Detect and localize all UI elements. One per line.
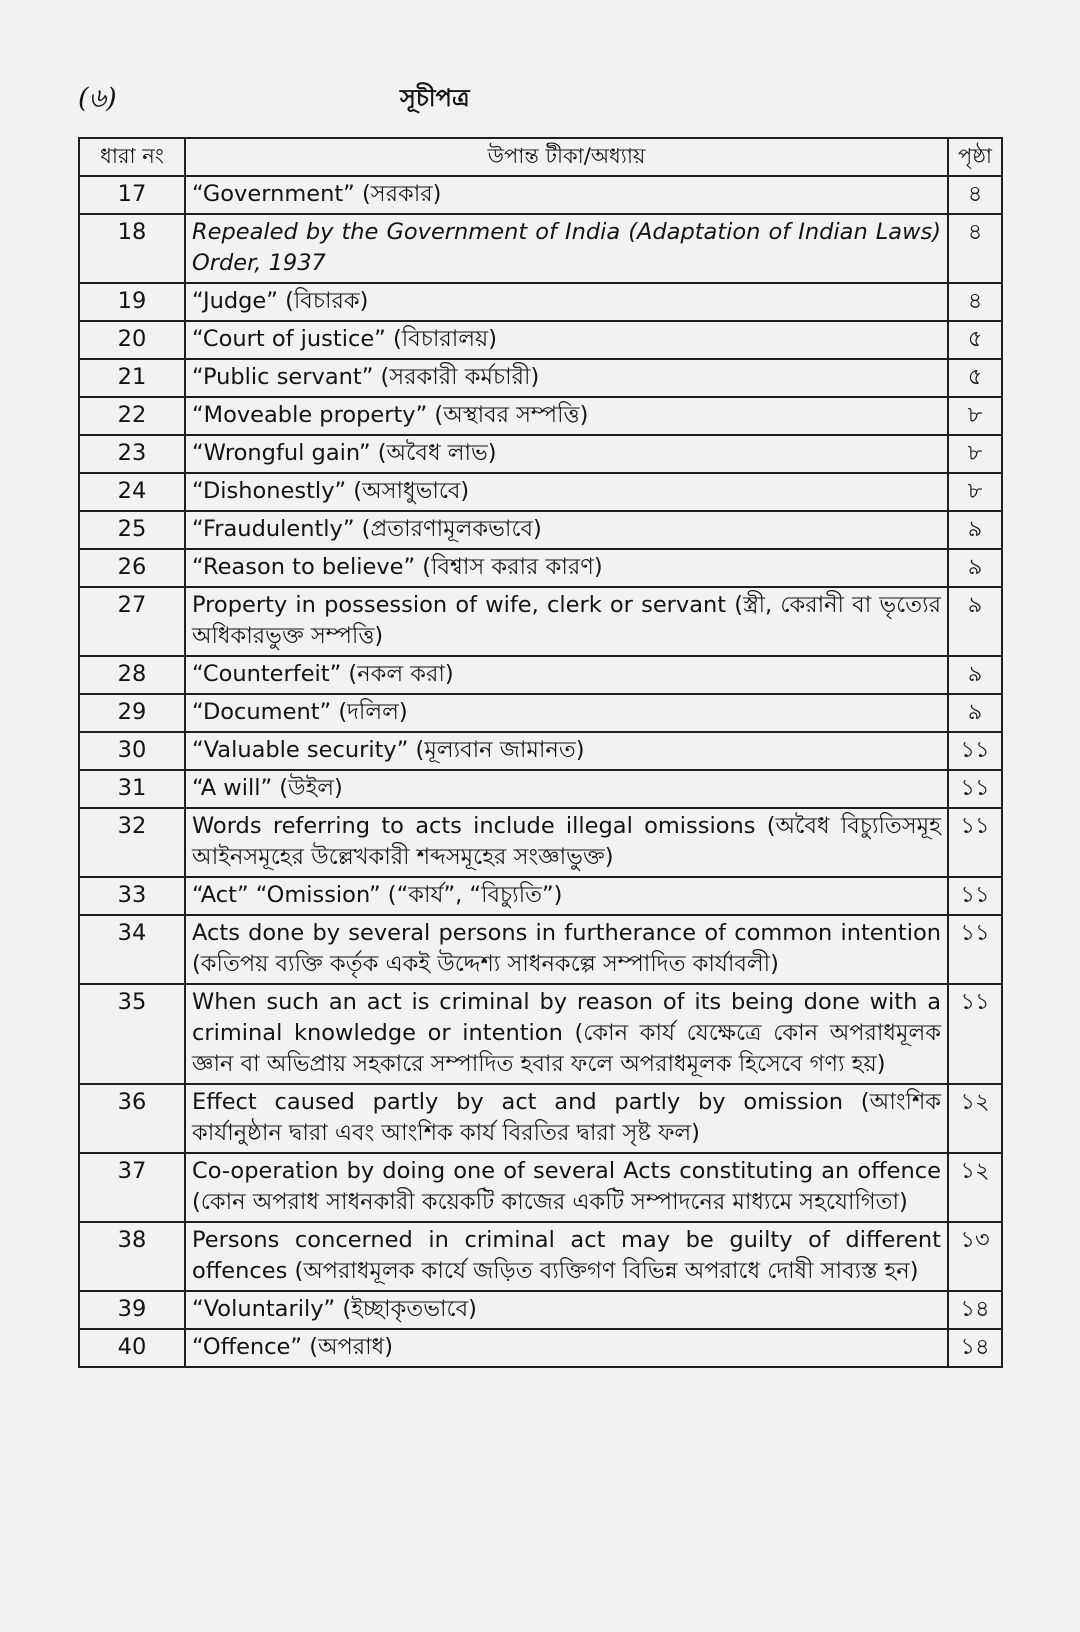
section-title-cell: Effect caused partly by act and partly by omission (আংশিক কার্যানুষ্ঠান দ্বারা এবং আংশিক কার্য বিরতির দ্বারা সৃষ্ট ফল) [185,1084,948,1153]
section-number-cell: 32 [79,808,185,877]
section-number-cell: 20 [79,321,185,359]
contents-table [78,137,1003,1368]
section-number-cell: 37 [79,1153,185,1222]
section-title-cell: When such an act is criminal by reason of its being done with a criminal knowledge or intention (কোন কার্য যেক্ষেত্রে কোন অপরাধমূলক জ্ঞান বা অভিপ্রায় সহকারে সম্পাদিত হবার ফলে অপরাধমূলক হিসেবে গণ্য হয়) [185,984,948,1084]
page-number-cell: ৮ [948,473,1002,511]
table-row [79,473,1002,511]
page-number-cell: ১৪ [948,1329,1002,1367]
page-number-cell: ৫ [948,359,1002,397]
page-number-cell: ৪ [948,283,1002,321]
section-title-cell: Repealed by the Government of India (Adaptation of Indian Laws) Order, 1937 [185,214,948,283]
contents-table-body [79,176,1002,1367]
section-title-cell: “Dishonestly” (অসাধুভাবে) [185,473,948,511]
table-row [79,549,1002,587]
section-title-cell: “A will” (উইল) [185,770,948,808]
page-number: (৬) [78,83,117,114]
section-number-cell: 31 [79,770,185,808]
section-title-cell: “Document” (দলিল) [185,694,948,732]
table-header-row [79,138,1002,176]
page-number-cell: ১২ [948,1153,1002,1222]
table-row [79,321,1002,359]
page-number-cell: ১১ [948,915,1002,984]
table-row [79,1291,1002,1329]
section-title-cell: “Judge” (বিচারক) [185,283,948,321]
section-title-cell: Property in possession of wife, clerk or servant (স্ত্রী, কেরানী বা ভৃত্যের অধিকারভুক্ত সম্পত্তি) [185,587,948,656]
section-title-cell: “Counterfeit” (নকল করা) [185,656,948,694]
page-number-cell: ১১ [948,877,1002,915]
page-number-cell: ১১ [948,732,1002,770]
section-number-cell: 18 [79,214,185,283]
section-number-cell: 26 [79,549,185,587]
section-number-cell: 24 [79,473,185,511]
section-title-cell: “Act” “Omission” (“কার্য”, “বিচ্যুতি”) [185,877,948,915]
table-row [79,283,1002,321]
table-row [79,770,1002,808]
section-number-cell: 36 [79,1084,185,1153]
section-number-cell: 30 [79,732,185,770]
section-title-cell: “Reason to believe” (বিশ্বাস করার কারণ) [185,549,948,587]
section-number-cell: 23 [79,435,185,473]
table-row [79,214,1002,283]
section-title-cell: “Valuable security” (মূল্যবান জামানত) [185,732,948,770]
table-row [79,1153,1002,1222]
section-number-cell: 33 [79,877,185,915]
section-number-cell: 39 [79,1291,185,1329]
page-title: সূচীপত্র [400,84,470,112]
section-title-cell: Words referring to acts include illegal omissions (অবৈধ বিচ্যুতিসমূহ আইনসমূহের উল্লেখকারী শব্দসমূহের সংজ্ঞাভুক্ত) [185,808,948,877]
section-title-cell: “Public servant” (সরকারী কর্মচারী) [185,359,948,397]
section-title-cell: “Fraudulently” (প্রতারণামূলকভাবে) [185,511,948,549]
table-row [79,397,1002,435]
table-row [79,732,1002,770]
page-number-cell: ৯ [948,656,1002,694]
table-row [79,984,1002,1084]
section-number-cell: 38 [79,1222,185,1291]
section-title-cell: Acts done by several persons in furtherance of common intention (কতিপয় ব্যক্তি কর্তৃক একই উদ্দেশ্য সাধনকল্পে সম্পাদিত কার্যাবলী) [185,915,948,984]
page-number-cell: ৯ [948,587,1002,656]
table-row [79,1084,1002,1153]
page-number-cell: ৯ [948,511,1002,549]
page-number-cell: ১২ [948,1084,1002,1153]
page-number-cell: ৫ [948,321,1002,359]
section-title-cell: “Moveable property” (অস্থাবর সম্পত্তি) [185,397,948,435]
section-title-cell: “Voluntarily” (ইচ্ছাকৃতভাবে) [185,1291,948,1329]
page-number-cell: ৮ [948,397,1002,435]
section-title-cell: Persons concerned in criminal act may be guilty of different offences (অপরাধমূলক কার্যে জড়িত ব্যক্তিগণ বিভিন্ন অপরাধে দোষী সাব্যস্ত হন) [185,1222,948,1291]
table-row [79,511,1002,549]
table-row [79,656,1002,694]
table-row [79,435,1002,473]
section-title-cell: Co-operation by doing one of several Acts constituting an offence (কোন অপরাধ সাধনকারী কয়েকটি কাজের একটি সম্পাদনের মাধ্যমে সহযোগিতা) [185,1153,948,1222]
page-number-cell: ১১ [948,984,1002,1084]
section-number-cell: 19 [79,283,185,321]
page-number-cell: ৯ [948,549,1002,587]
section-number-cell: 34 [79,915,185,984]
table-row [79,587,1002,656]
table-row [79,1329,1002,1367]
page-number-cell: ৯ [948,694,1002,732]
table-row [79,877,1002,915]
page-number-cell: ৪ [948,176,1002,214]
table-row [79,1222,1002,1291]
section-title-cell: “Offence” (অপরাধ) [185,1329,948,1367]
page-number-cell: ১৩ [948,1222,1002,1291]
section-title-cell: “Court of justice” (বিচারালয়) [185,321,948,359]
page-number-cell: ১১ [948,808,1002,877]
section-title-cell: “Wrongful gain” (অবৈধ লাভ) [185,435,948,473]
page-header [78,78,1002,128]
page-number-cell: ১১ [948,770,1002,808]
section-number-cell: 35 [79,984,185,1084]
page-number-cell: ৪ [948,214,1002,283]
table-row [79,915,1002,984]
section-number-cell: 25 [79,511,185,549]
section-number-cell: 40 [79,1329,185,1367]
page-number-cell: ১৪ [948,1291,1002,1329]
column-header-page: পৃষ্ঠা [948,138,1002,176]
section-number-cell: 21 [79,359,185,397]
section-title-cell: “Government” (সরকার) [185,176,948,214]
table-row [79,359,1002,397]
table-row [79,808,1002,877]
section-number-cell: 27 [79,587,185,656]
section-number-cell: 29 [79,694,185,732]
table-row [79,694,1002,732]
column-header-section-no: ধারা নং [79,138,185,176]
section-number-cell: 28 [79,656,185,694]
section-number-cell: 22 [79,397,185,435]
table-row [79,176,1002,214]
section-number-cell: 17 [79,176,185,214]
column-header-title: উপান্ত টীকা/অধ্যায় [185,138,948,176]
page-number-cell: ৮ [948,435,1002,473]
